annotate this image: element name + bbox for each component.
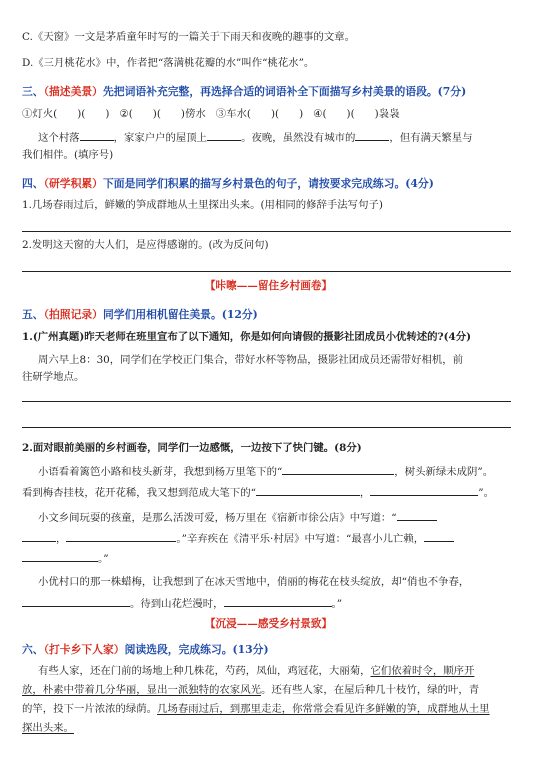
option-c: C.《天窗》一文是茅盾童年时写的一篇关于下雨天和夜晚的趣事的文章。 <box>22 31 355 43</box>
blank-field[interactable] <box>370 485 478 496</box>
passage-line-3: 的竿，投下一片浓浓的绿荫。几场春雨过后，到那里走走，你常常会看见许多鲜嫩的笋，成群地从土里 <box>22 703 490 715</box>
blank-field[interactable] <box>66 531 176 542</box>
blank-field[interactable] <box>397 510 437 521</box>
answer-line[interactable] <box>22 427 511 428</box>
answer-line[interactable] <box>22 231 511 232</box>
poem-line-6: 小优村口的那一株蜡梅，让我想到了在冰天雪地中，俏丽的梅花在枝头绽放，却“俏也不争春， <box>38 576 470 588</box>
blank-field[interactable] <box>355 130 389 141</box>
blank-field[interactable] <box>207 130 241 141</box>
underlined-sentence: 它们依着时令，顺序开 <box>370 665 475 677</box>
section-4-heading: 四、（研学积累）下面是同学们积累的描写乡村景色的句子，请按要求完成练习。(4分) <box>22 177 434 190</box>
underlined-sentence: 探出头来。 <box>22 722 74 734</box>
section-5-question-1: 1.(广州真题)昨天老师在班里宣布了以下通知，你是如何向请假的摄影社团成员小优转述的?(4分) <box>22 331 472 343</box>
section-4-question-1: 1.几场春雨过后，鲜嫩的笋成群地从土里探出头来。(用相同的修辞手法写句子) <box>22 199 383 211</box>
poem-line-7: 。待到山花烂漫时， 。” <box>22 596 511 612</box>
section-3-tag: （描述美景） <box>43 85 103 98</box>
section-3-paragraph: 这个村落 ，家家户户的屋顶上 。夜晚，虽然没有城市的 ，但有满天繁星与 <box>38 132 473 144</box>
blank-field[interactable] <box>80 130 114 141</box>
poem-line-4: ， 。”辛弃疾在《清平乐·村居》中写道：“最喜小儿亡赖， <box>22 531 511 547</box>
section-3-words: ①灯火( )( ) ②( )( )傍水 ③车水( )( ) ④( )( )袅袅 <box>22 108 400 120</box>
blank-field[interactable] <box>22 531 56 542</box>
section-3-number: 三、 <box>22 85 44 98</box>
answer-line[interactable] <box>22 401 511 402</box>
section-3-heading <box>22 84 511 99</box>
option-d: D.《三月桃花水》中，作者把“落满桃花瓣的水”叫作“桃花水”。 <box>22 57 315 69</box>
notice-text-2: 往研学地点。 <box>22 371 85 383</box>
underlined-sentence: 几场春雨过后，到那里走走，你常常会看见许多鲜嫩的笋，成群地从土里 <box>157 703 490 715</box>
section-5-heading: 五、（拍照记录）同学们用相机留住美景。(12分) <box>22 308 258 321</box>
section-3-instruction: 先把词语补充完整，再选择合适的词语补全下面描写乡村美景的语段。(7分) <box>102 85 467 98</box>
passage-line-4 <box>22 721 511 736</box>
section-3-paragraph-end: 我们相伴。(填序号) <box>22 149 114 161</box>
section-5-question-2: 2.面对眼前美丽的乡村画卷，同学们一边感慨，一边按下了快门键。(8分) <box>22 442 362 454</box>
blank-field[interactable] <box>282 464 394 475</box>
section-4-question-2: 2.发明这天窗的大人们，是应得感谢的。(改为反问句) <box>22 239 269 251</box>
blank-field[interactable] <box>224 596 332 607</box>
poem-line-2: 看到梅杏挂枝，花开花稀，我又想到范成大笔下的“ ， ”。 <box>22 487 494 499</box>
blank-field[interactable] <box>22 596 130 607</box>
blank-field[interactable] <box>22 551 98 562</box>
poem-line-5: 。” <box>22 551 511 567</box>
answer-line[interactable] <box>22 271 511 272</box>
section-6-heading: 六、（打卡乡下人家）阅读选段，完成练习。(13分) <box>22 643 269 656</box>
passage-line-2: 放，朴素中带着几分华丽，显出一派独特的农家风光。还有些人家，在屋后种几十枝竹，绿的叶，青 <box>22 684 480 696</box>
blank-field[interactable] <box>256 485 360 496</box>
underlined-sentence: 放，朴素中带着几分华丽，显出一派独特的农家风光 <box>22 684 261 696</box>
notice-text-1: 周六早上8：30，同学们在学校正门集合，带好水杯等物品，摄影社团成员还需带好相机，前 <box>38 354 464 366</box>
poem-line-3: 小文乡间玩耍的孩童，是那么活泼可爱，杨万里在《宿新市徐公店》中写道：“ <box>38 510 511 526</box>
passage-line-1: 有些人家，还在门前的场地上种几株花，芍药，凤仙，鸡冠花，大丽菊，它们依着时令，顺序开 <box>38 665 475 677</box>
banner-immerse: 【沉浸——感受乡村景致】 <box>204 618 333 630</box>
blank-field[interactable] <box>424 531 454 542</box>
banner-capture: 【咔嚓——留住乡村画卷】 <box>204 280 333 292</box>
poem-line-1: 小语看着篱笆小路和枝头新芽，我想到杨万里笔下的“ ，树头新绿未成阴”。 <box>38 466 494 478</box>
